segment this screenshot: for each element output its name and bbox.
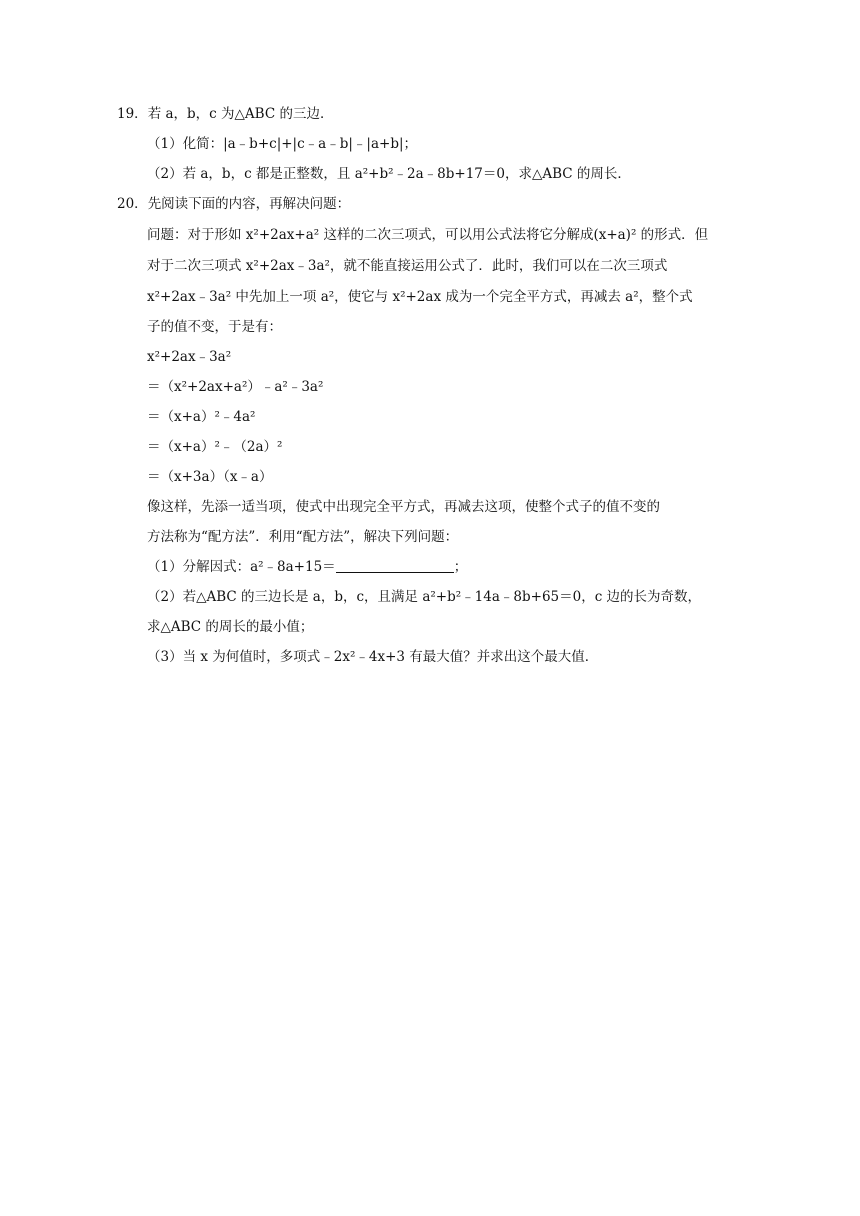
q20-part2-line-1: （2）若△ABC 的三边长是 a，b，c，且满足 a²+b²﹣14a﹣8b+65＝0，c 边的长为奇数， [147,589,702,605]
answer-blank[interactable] [336,560,454,573]
q20-part3: （3）当 x 为何值时，多项式﹣2x²﹣4x+3 有最大值？并求出这个最大值． [147,649,599,665]
q20-part1-end: ； [453,559,468,575]
q19-part2: （2）若 a，b，c 都是正整数，且 a²+b²﹣2a﹣8b+17＝0，求△ABC 的周长． [147,166,631,182]
q20-derivation-step-2: ＝（x²+2ax+a²）﹣a²﹣3a² [147,379,324,395]
q20-derivation-step-4: ＝（x+a）²﹣（2a）² [147,439,283,455]
q20-method-line-2: 方法称为“配方法”．利用“配方法”，解决下列问题： [147,529,459,545]
q19-stem-line [117,105,333,123]
q20-stem-line [117,195,350,213]
q20-stem: 先阅读下面的内容，再解决问题： [147,196,351,212]
q19-stem: 若 a，b，c 为△ABC 的三边． [147,106,334,122]
q19-number: 19． [117,106,148,122]
q20-part2-line-2: 求△ABC 的周长的最小值； [147,619,314,635]
q20-method-line-1: 像这样，先添一适当项，使式中出现完全平方式，再减去这项，使整个式子的值不变的 [147,499,660,515]
q20-part1 [147,558,467,576]
q19-part1: （1）化简：|a﹣b+c|+|c﹣a﹣b|﹣|a+b|； [147,136,418,152]
q20-intro-line-1: 问题：对于形如 x²+2ax+a² 这样的二次三项式，可以用公式法将它分解成(x+a)² 的形式．但 [147,227,709,243]
q20-part1-text: （1）分解因式：a²﹣8a+15＝ [147,559,336,575]
q20-intro-line-3: x²+2ax﹣3a² 中先加上一项 a²，使它与 x²+2ax 成为一个完全平方式，再减去 a²，整个式 [147,289,693,305]
q20-derivation-step-3: ＝（x+a）²﹣4a² [147,409,256,425]
q20-derivation-step-1: x²+2ax﹣3a² [147,349,232,365]
q20-intro-line-2: 对于二次三项式 x²+2ax﹣3a²，就不能直接运用公式了．此时，我们可以在二次三项式 [147,258,668,274]
q20-intro-line-4: 子的值不变，于是有： [147,319,282,335]
q20-derivation-step-5: ＝（x+3a）（x﹣a） [147,469,273,485]
q20-number: 20． [117,196,148,212]
